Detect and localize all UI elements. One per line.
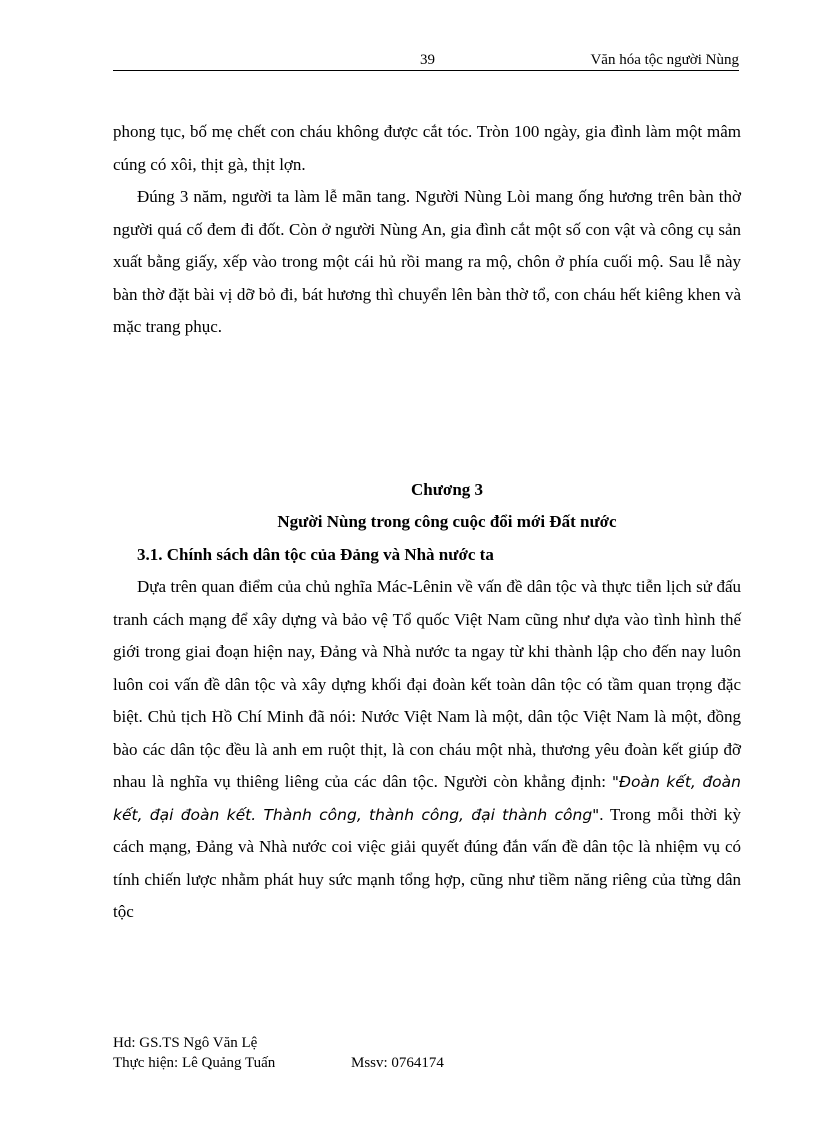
chapter-title: Người Nùng trong công cuộc đổi mới Đất nước bbox=[277, 512, 617, 531]
paragraph-text: Dựa trên quan điểm của chủ nghĩa Mác-Lênin về vấn đề dân tộc và thực tiễn lịch sử đấu tranh cách mạng để xây dựng và bảo vệ Tổ quốc Việt Nam cũng như dựa vào tình hình thế giới trong giai đoạn hiện nay, Đảng và Nhà nước ta ngay từ khi thành lập cho đến nay luôn luôn coi vấn đề dân tộc và xây dựng khối đại đoàn kết toàn dân tộc có tầm quan trọng đặc biệt. Chủ tịch Hồ Chí Minh đã nói: Nước Việt Nam là một, dân tộc Việt Nam là một, đồng bào các dân tộc đều là anh em ruột thịt, là con cháu một nhà, thương yêu đoàn kết giúp đỡ nhau là nghĩa vụ thiêng liêng của các dân tộc. Người còn khẳng định: bbox=[113, 577, 741, 791]
page-header bbox=[113, 52, 739, 71]
advisor-line: Hd: GS.TS Ngô Văn Lệ bbox=[113, 1035, 258, 1051]
paragraph: phong tục, bố mẹ chết con cháu không được cắt tóc. Tròn 100 ngày, gia đình làm một mâm cúng có xôi, thịt gà, thịt lợn. bbox=[113, 122, 741, 174]
page-number: 39 bbox=[420, 52, 435, 68]
paragraph-text: . Trong mỗi thời kỳ cách mạng, Đảng và Nhà nước coi việc giải quyết đúng đắn vấn đề dân tộc là nhiệm vụ có tính chiến lược nhằm phát huy sức mạnh tổng hợp, cũng như tiềm năng riêng của từng dân tộc bbox=[113, 804, 741, 921]
paragraph bbox=[113, 571, 741, 929]
section-spacer bbox=[113, 344, 741, 474]
quotation: "Đoàn kết, đoàn kết, đại đoàn kết. Thành công, thành công, đại thành công" bbox=[113, 773, 741, 824]
chapter-number: Chương 3 bbox=[410, 479, 484, 499]
author-line: Thực hiện: Lê Quảng Tuấn bbox=[113, 1055, 276, 1071]
section-title: 3.1. Chính sách dân tộc của Đảng và Nhà nước ta bbox=[137, 544, 494, 564]
running-title: Văn hóa tộc người Nùng bbox=[590, 52, 739, 68]
document-body bbox=[113, 116, 741, 929]
student-id: Mssv: 0764174 bbox=[351, 1055, 444, 1071]
page-footer bbox=[113, 1033, 444, 1073]
paragraph: Đúng 3 năm, người ta làm lễ mãn tang. Người Nùng Lòi mang ống hương trên bàn thờ người quá cố đem đi đốt. Còn ở người Nùng An, gia đình cắt một số con vật và công cụ sản xuất bằng giấy, xếp vào trong một cái hủ rồi mang ra mộ, chôn ở phía cuối mộ. Sau lễ này bàn thờ đặt bài vị dỡ bỏ đi, bát hương thì chuyển lên bàn thờ tổ, con cháu hết kiêng khen và mặc trang phục. bbox=[113, 187, 741, 336]
